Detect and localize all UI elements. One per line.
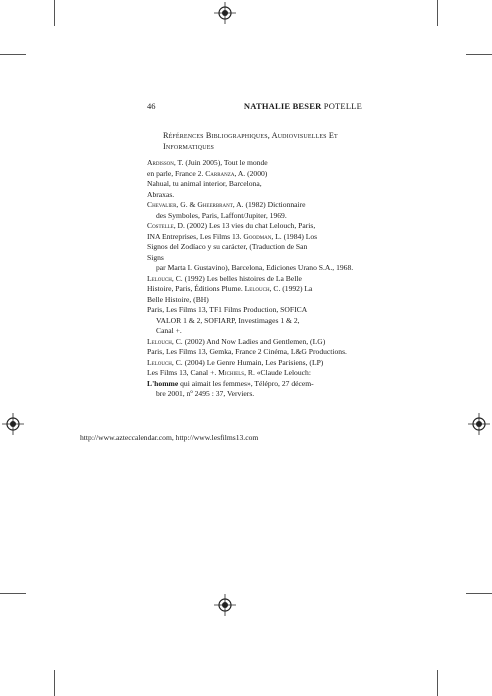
crop-mark (54, 0, 55, 26)
reference-line: Signs (147, 252, 164, 262)
crop-mark (0, 593, 26, 594)
crop-mark (466, 593, 492, 594)
crop-mark (437, 0, 438, 26)
author-name: NATHALIE BESER POTELLE (243, 101, 362, 111)
reference-line: Histoire, Paris, Éditions Plume. Lelouch, C. (1992) La (147, 284, 313, 293)
crop-mark (437, 670, 438, 696)
reference-line: Lelouch, C. (2002) And Now Ladies and Gentlemen, (LG) (147, 336, 326, 346)
page-number: 46 (147, 101, 156, 111)
reference-line: Paris, Les Films 13, TF1 Films Production, SOFICA (147, 305, 308, 314)
reference-line: Chevalier, G. & Gheerbrant, A. (1982) Dictionnaire (147, 200, 306, 209)
reference-line: L'homme qui aimait les femmes», Télépro, 27 décem- (147, 378, 314, 388)
reference-line: par Marta I. Gustavino), Barcelona, Ediciones Urano S.A., 1968. (156, 263, 354, 272)
reference-line: Les Films 13, Canal +. Michiels, R. «Claude Lelouch: (147, 368, 311, 377)
reference-list (147, 158, 362, 400)
reference-line: INA Entreprises, Les Films 13. Goodman, L. (1984) Los (147, 231, 318, 241)
reference-line: en parle, France 2. Carranza, A. (2000) (147, 168, 268, 178)
reference-line: Nahual, tu animal interior, Barcelona, (147, 179, 262, 188)
running-header (147, 101, 362, 115)
reference-line: Abraxas. (147, 189, 175, 199)
crop-mark (0, 54, 26, 55)
reference-line: VALOR 1 & 2, SOFIARP, Investimages 1 & 2, (156, 315, 300, 325)
reference-line: Signos del Zodíaco y su carácter, (Traduction de San (147, 242, 308, 251)
crop-mark (466, 54, 492, 55)
crop-mark (54, 670, 55, 696)
reference-line: Canal +. (156, 326, 182, 335)
reference-line: Belle Histoire, (BH) (147, 294, 209, 304)
web-references: http://www.azteccalendar.com, http://www.lesfilms13.com (80, 433, 259, 442)
registration-mark-icon (214, 594, 236, 616)
section-title: Références Bibliographiques, Audiovisuelles Et Informatiques (163, 131, 338, 151)
reference-line: Ardisson, T. (Juin 2005), Tout le monde (147, 158, 268, 167)
reference-line: Lelouch, C. (2004) Le Genre Humain, Les Parisiens, (LP) (147, 357, 324, 367)
registration-mark-icon (468, 413, 490, 435)
reference-line: Costelle, D. (2002) Les 13 vies du chat Lelouch, Paris, (147, 221, 316, 230)
reference-line: Paris, Les Films 13, Gemka, France 2 Cinéma, L&G Productions. (147, 347, 347, 356)
reference-line: des Symboles, Paris, Laffont/Jupiter, 1969. (156, 210, 287, 220)
registration-mark-icon (214, 2, 236, 24)
reference-line: bre 2001, nº 2495 : 37, Verviers. (156, 389, 255, 398)
registration-mark-icon (2, 413, 24, 435)
reference-line: Lelouch, C. (1992) Les belles histoires de La Belle (147, 273, 302, 283)
